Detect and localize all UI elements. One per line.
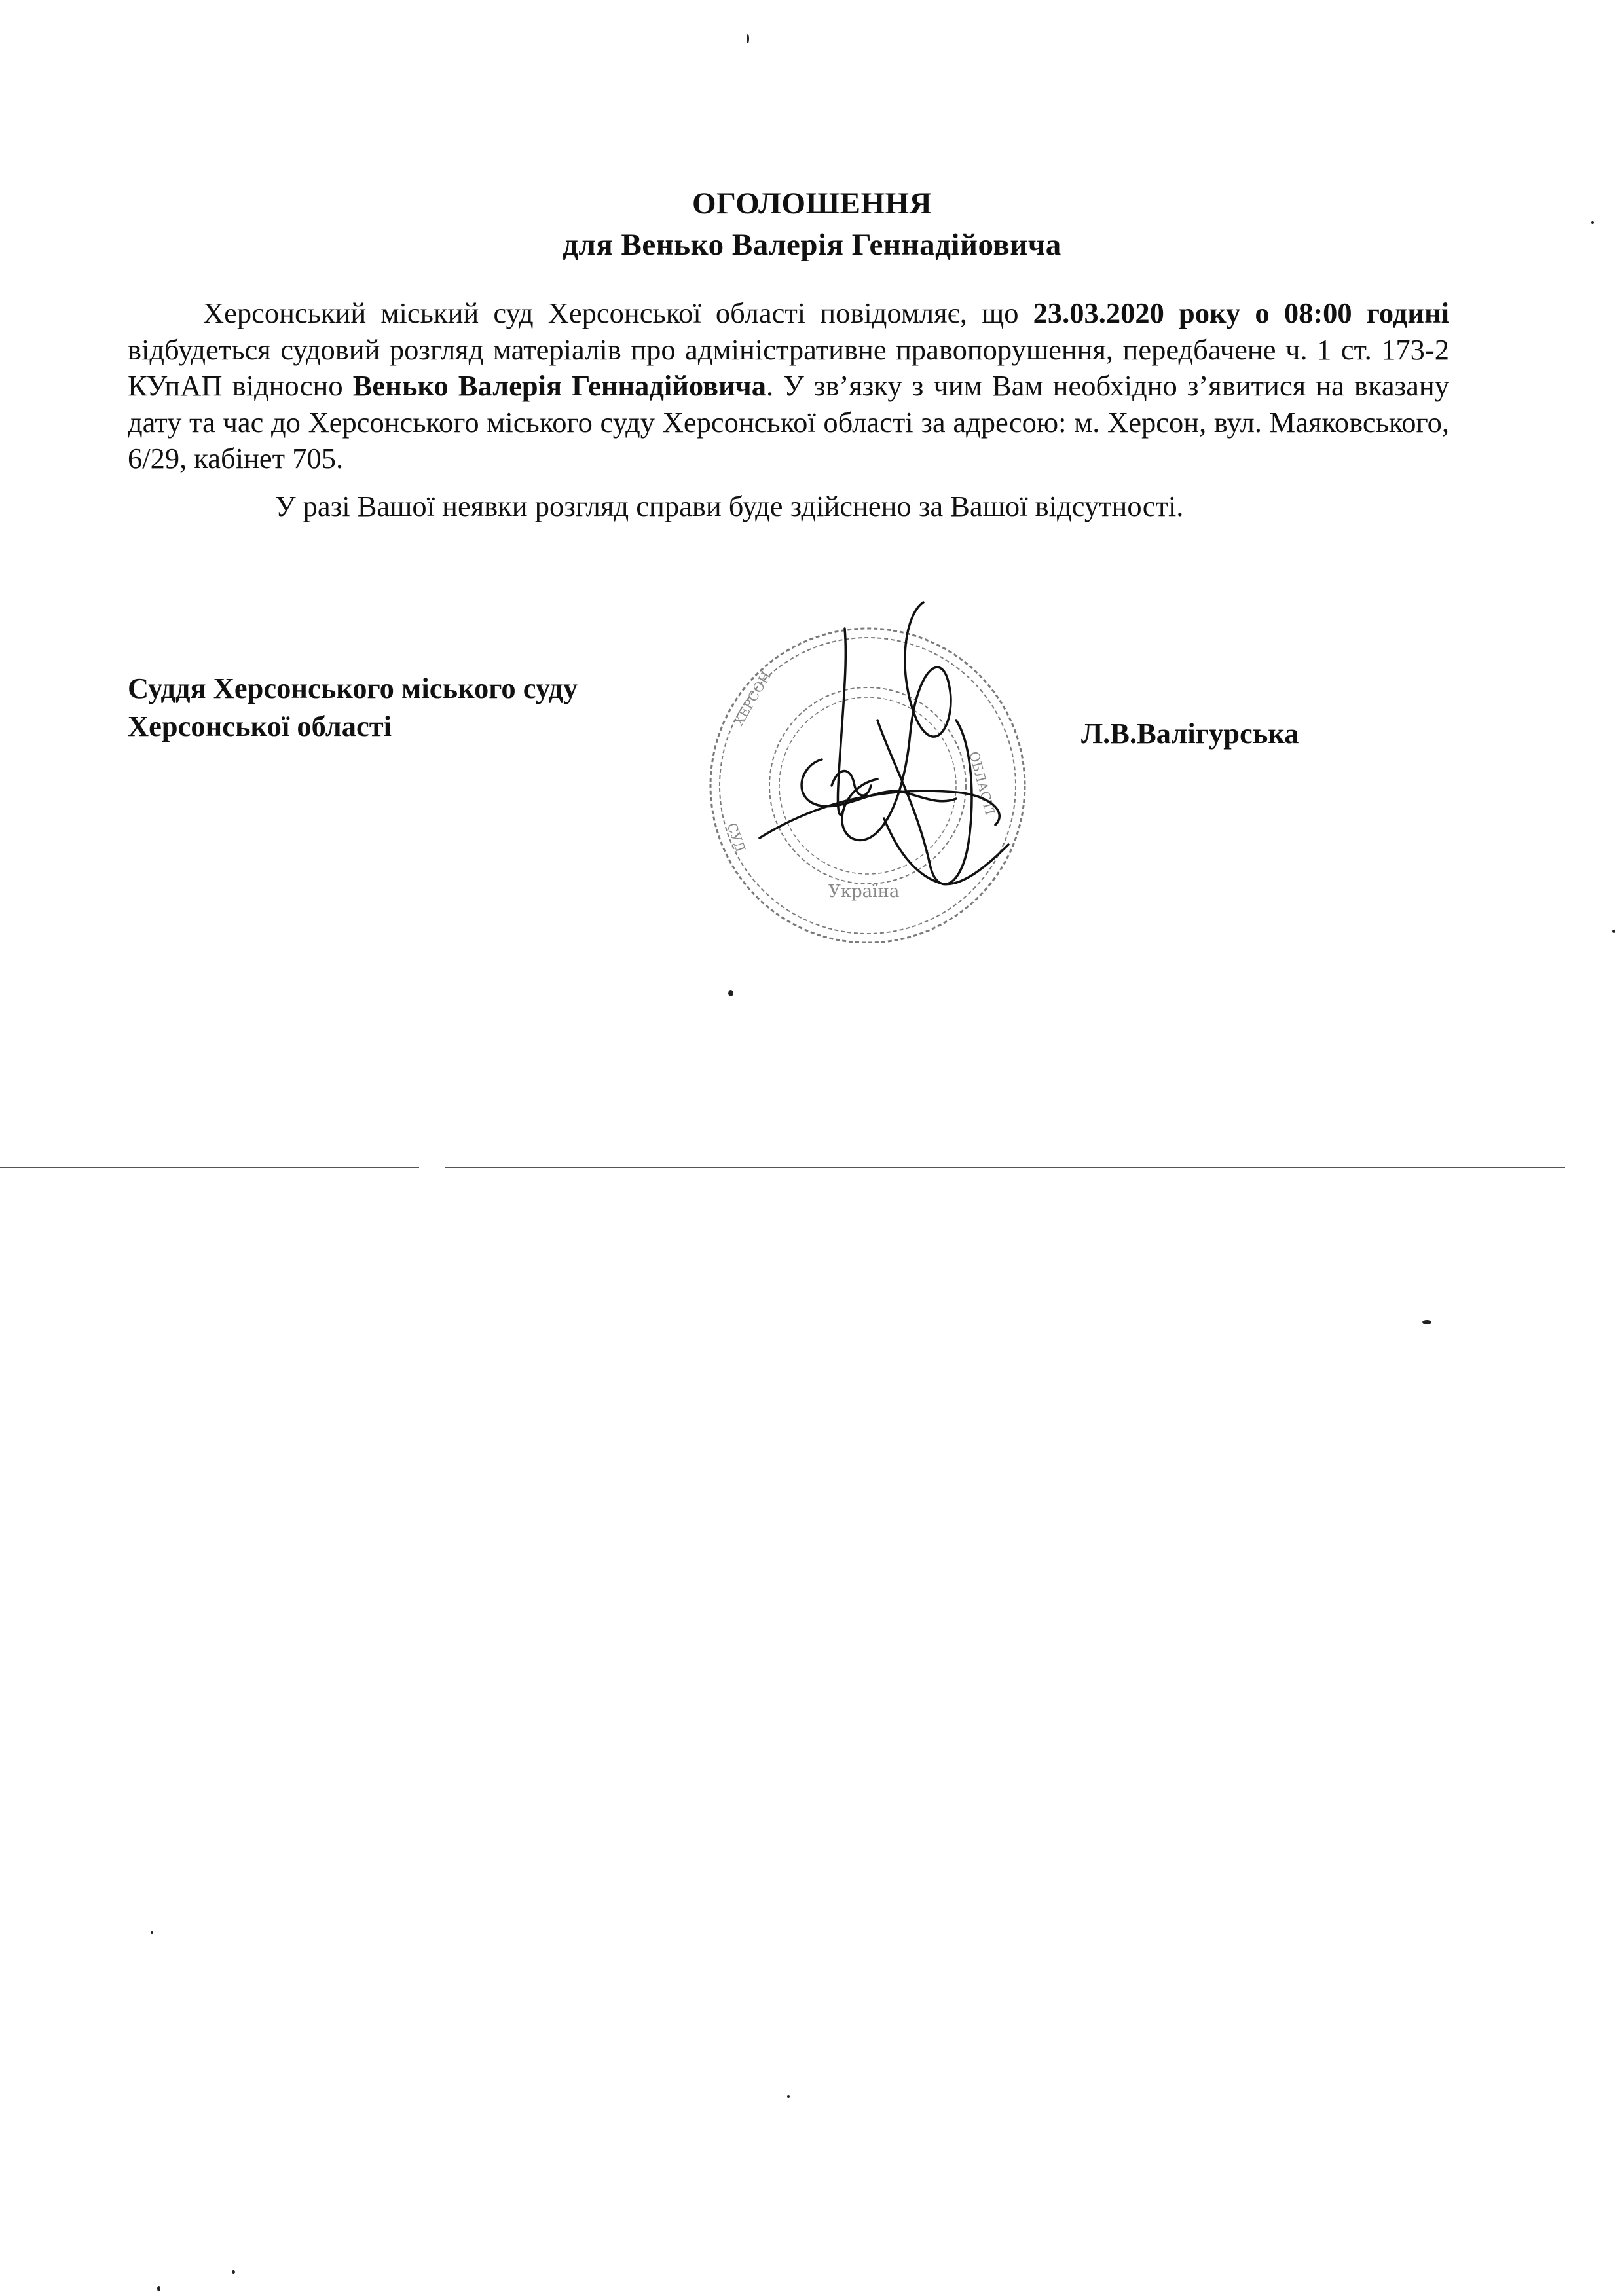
- paragraph-text-intro: Херсонський міський суд Херсонської області повідомляє, що: [203, 297, 1033, 329]
- scan-speck: [728, 990, 733, 996]
- notice-title: ОГОЛОШЕННЯ: [692, 187, 932, 221]
- scan-speck: [157, 2286, 160, 2291]
- scan-speck: [787, 2095, 790, 2098]
- notice-paragraph-main: [128, 295, 1449, 477]
- paragraph-text-end: . У зв’язку з чим Вам необхідно з’явитися на вказану дату та час до Херсонського міського суду Херсонської області за адресою: м. Херсон, вул. Маяковського, 6/29, кабінет 705.: [128, 369, 1449, 475]
- scan-speck: [232, 2270, 235, 2274]
- svg-text:СУД: СУД: [724, 820, 749, 854]
- paragraph-text-middle: відбудеться судовий розгляд матеріалів про адміністративне правопорушення, передбачене ч. 1 ст. 173-2 КУпАП відносно: [128, 333, 1449, 402]
- hearing-datetime: 23.03.2020 року о 08:00 годині: [1033, 297, 1449, 329]
- seal-country-text: Україна: [828, 882, 900, 902]
- svg-text:ОБЛАСТІ: ОБЛАСТІ: [966, 750, 999, 817]
- judge-position: [128, 669, 578, 745]
- scan-speck: [151, 1931, 153, 1934]
- judge-position-line1: Суддя Херсонського міського суду: [128, 672, 578, 704]
- scan-speck: [1422, 1320, 1431, 1324]
- person-name: Венько Валерія Геннадійовича: [352, 369, 767, 402]
- notice-subtitle: для Венько Валерія Геннадійовича: [563, 228, 1061, 262]
- notice-paragraph-absence: У разі Вашої неявки розгляд справи буде здійснено за Вашої відсутності.: [275, 490, 1184, 522]
- judge-name: Л.В.Валігурська: [1081, 717, 1299, 750]
- scan-speck: [747, 34, 749, 43]
- signature-strokes: [760, 602, 1008, 884]
- svg-text:ХЕРСОН: ХЕРСОН: [730, 668, 775, 729]
- scan-speck: [1591, 221, 1594, 224]
- scan-speck: [1612, 930, 1615, 933]
- judge-position-line2: Херсонської області: [128, 710, 392, 742]
- court-seal-with-signature: [681, 589, 1035, 943]
- scan-fold-line-right: [445, 1167, 1565, 1168]
- scan-fold-line-left: [0, 1167, 419, 1168]
